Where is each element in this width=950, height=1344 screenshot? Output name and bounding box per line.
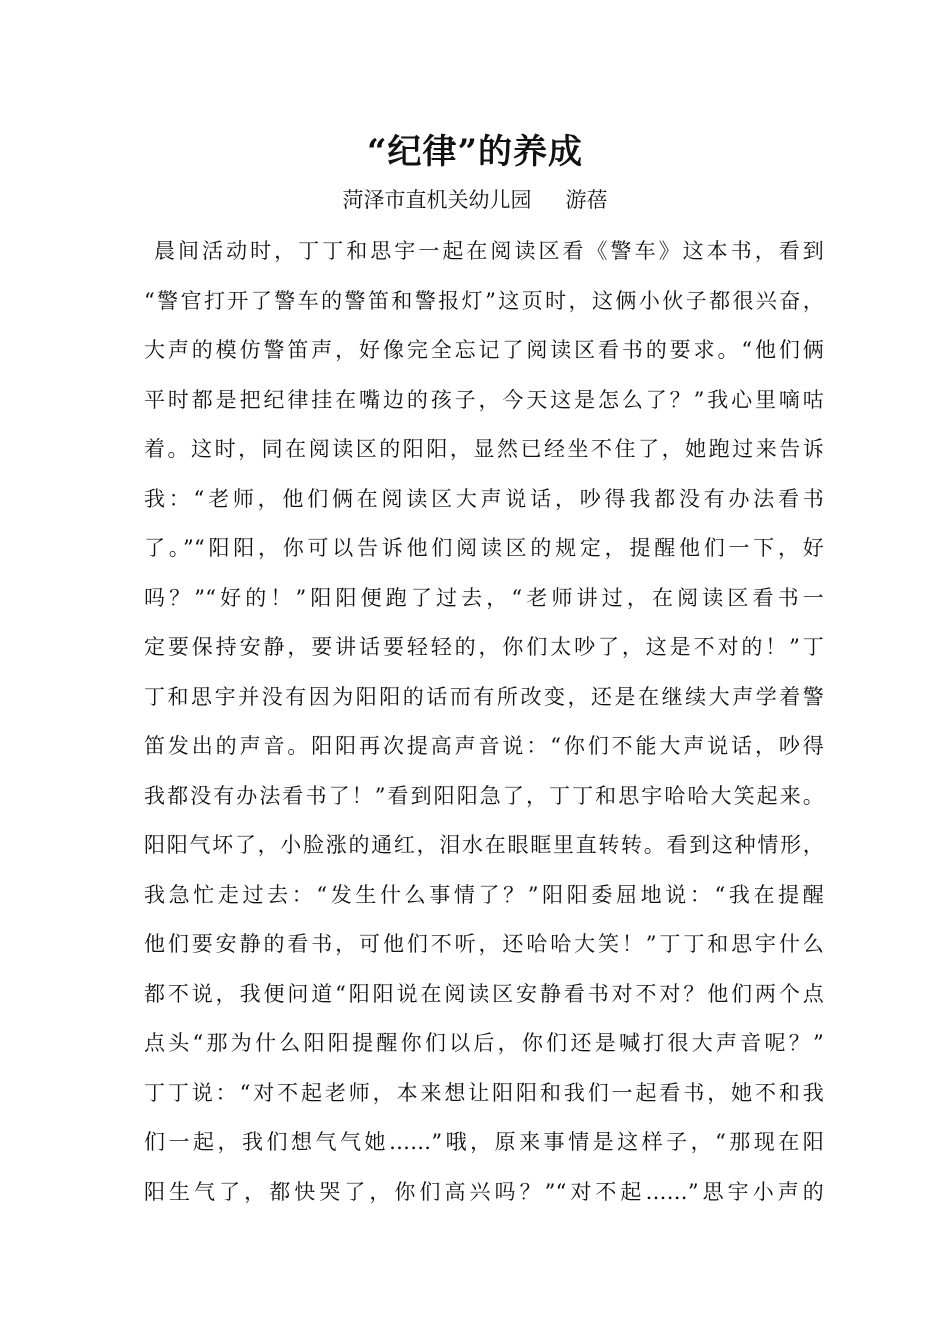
body-line: 大声的模仿警笛声，好像完全忘记了阅读区看书的要求。“他们俩	[144, 338, 824, 362]
document-title: “纪律”的养成	[366, 132, 584, 172]
document-byline	[0, 184, 950, 216]
body-line: 他们要安静的看书，可他们不听，还哈哈大笑！”丁丁和思宇什么	[144, 932, 824, 956]
body-line: 定要保持安静，要讲话要轻轻的，你们太吵了，这是不对的！”丁	[144, 635, 824, 659]
document-body	[144, 234, 824, 1224]
author-organization: 菏泽市直机关幼儿园	[342, 188, 532, 212]
body-line: 丁和思宇并没有因为阳阳的话而有所改变，还是在继续大声学着警	[144, 684, 824, 709]
body-line: 笛发出的声音。阳阳再次提高声音说：“你们不能大声说话，吵得	[144, 734, 824, 758]
body-line: 晨间活动时，丁丁和思宇一起在阅读区看《警车》这本书，看到	[154, 239, 824, 263]
body-line: 丁丁说：“对不起老师，本来想让阳阳和我们一起看书，她不和我	[144, 1080, 824, 1105]
body-line: 都不说，我便问道“阳阳说在阅读区安静看书对不对？他们两个点	[144, 981, 824, 1006]
body-line: 着。这时，同在阅读区的阳阳，显然已经坐不住了，她跑过来告诉	[144, 437, 824, 461]
body-line: 我急忙走过去：“发生什么事情了？”阳阳委屈地说：“我在提醒	[144, 882, 824, 907]
body-line: “警官打开了警车的警笛和警报灯”这页时，这俩小伙子都很兴奋，	[144, 288, 824, 313]
body-line: 阳阳气坏了，小脸涨的通红，泪水在眼眶里直转转。看到这种情形，	[144, 833, 824, 857]
body-line: 我都没有办法看书了！”看到阳阳急了，丁丁和思宇哈哈大笑起来。	[144, 783, 824, 808]
body-line: 了。”“阳阳，你可以告诉他们阅读区的规定，提醒他们一下，好	[144, 536, 824, 560]
body-line: 阳生气了，都快哭了，你们高兴吗？”“对不起……”思宇小声的	[144, 1179, 824, 1204]
body-line: 点头“那为什么阳阳提醒你们以后，你们还是喊打很大声音呢？”	[144, 1031, 824, 1055]
body-line: 吗？”“好的！”阳阳便跑了过去，“老师讲过，在阅读区看书一	[144, 585, 824, 610]
body-line: 们一起，我们想气气她……”哦，原来事情是这样子，“那现在阳	[144, 1130, 824, 1154]
body-line: 平时都是把纪律挂在嘴边的孩子，今天这是怎么了？”我心里嘀咕	[144, 387, 824, 412]
body-line: 我：“老师，他们俩在阅读区大声说话，吵得我都没有办法看书	[144, 486, 824, 511]
author-name: 游蓓	[565, 188, 608, 212]
